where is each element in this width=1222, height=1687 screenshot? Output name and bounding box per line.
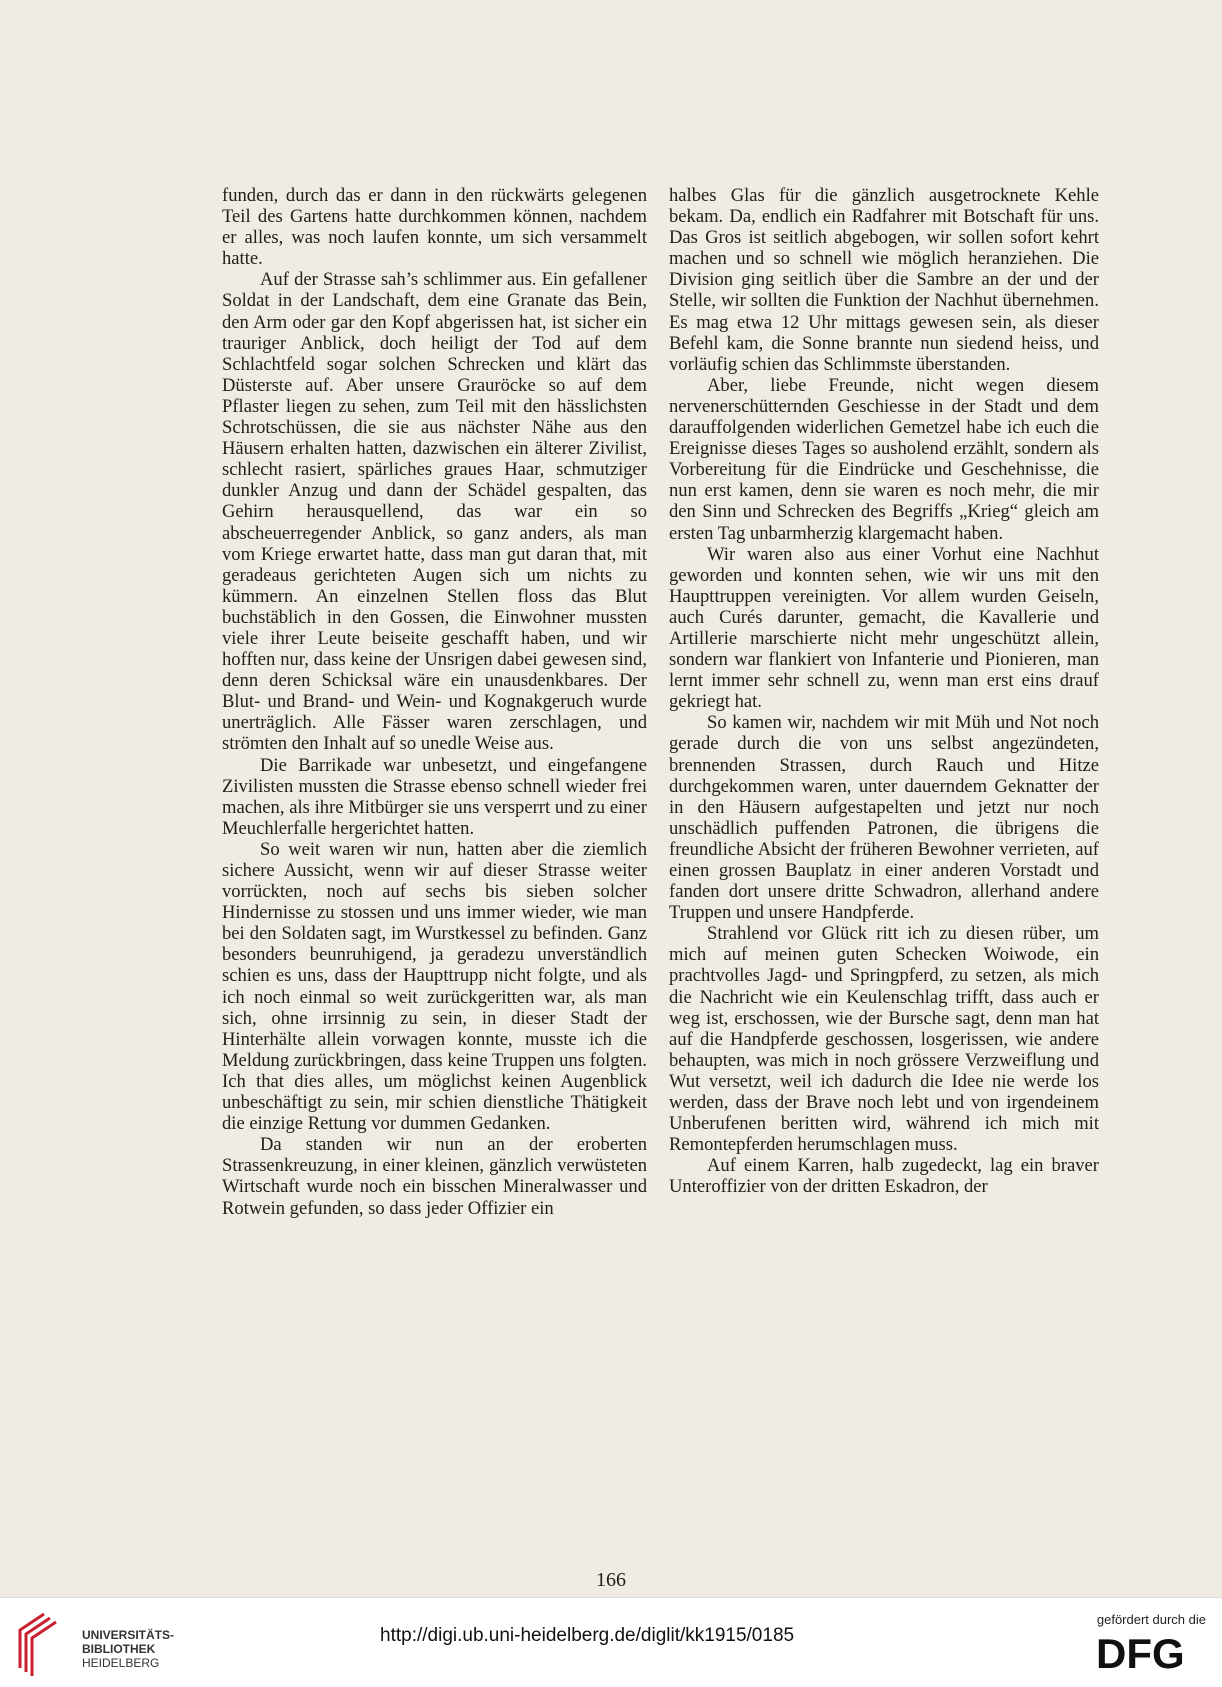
- dfg-logo-icon[interactable]: [1096, 1632, 1206, 1672]
- paragraph: Auf einem Karren, halb zugedeckt, lag ein braver Unteroffizier von der dritten Eskadron, der: [669, 1155, 1099, 1198]
- paragraph: halbes Glas für die gänzlich ausgetrocknete Kehle bekam. Da, endlich ein Radfahrer mit Botschaft für uns. Das Gros ist seitlich abgebogen, wir sollen sofort kehrt machen und so schnell wie möglich heranziehen. Die Division ging seitlich über die Sambre an der und der Stelle, wir sollten die Funktion der Nachhut übernehmen. Es mag etwa 12 Uhr mittags gewesen sein, als dieser Befehl kam, die Sonne brannte nun siedend heiss, und vorläufig schien das Schlimmste überstanden.: [669, 185, 1099, 375]
- paragraph: So kamen wir, nachdem wir mit Müh und Not noch gerade durch die von uns selbst angezündeten, brennenden Strassen, durch Rauch und Hitze durchgekommen waren, unter dauerndem Geknatter der in den Häusern aufgestapelten und jetzt nur noch unschädlich puffenden Patronen, die übrigens die freundliche Absicht der früheren Bewohner verrieten, auf einen grossen Bauplatz in einer anderen Vorstadt und fanden dort unsere dritte Schwadron, allerhand andere Truppen und unsere Handpferde.: [669, 712, 1099, 924]
- library-name-line: UNIVERSITÄTS-: [82, 1628, 175, 1642]
- page-number: 166: [596, 1569, 626, 1591]
- paragraph: Strahlend vor Glück ritt ich zu diesen rüber, um mich auf meinen guten Schecken Woiwode, ein prachtvolles Jagd- und Springpferd, zu setzen, als mich die Nachricht wie ein Keulenschlag trifft, dass auch er weg ist, erschossen, wie der Bursche sagt, denn man hat auf die Handpferde geschossen, losgerissen, wie andere behaupten, was mich in noch grössere Verzweiflung und Wut versetzt, weil ich dadurch die Idee nie werde los werden, dass der Brave noch lebt und von irgendeinem Unberufenen beritten wird, während ich mich mit Remontepferden herumschlagen muss.: [669, 923, 1099, 1156]
- footer-bar: [0, 1597, 1222, 1687]
- left-text-column: [222, 185, 647, 1219]
- library-logo[interactable]: [14, 1608, 175, 1678]
- paragraph: Die Barrikade war unbesetzt, und eingefangene Zivilisten mussten die Strasse ebenso schnell wieder frei machen, als ihre Mitbürger sie uns versperrt und zu einer Meuchlerfalle hergerichtet hatten.: [222, 754, 647, 839]
- funding-caption: gefördert durch die: [1096, 1612, 1206, 1627]
- paragraph: Wir waren also aus einer Vorhut eine Nachhut geworden und konnten sehen, wie wir uns mit den Haupttruppen vereinigten. Vor allem wurden Geiseln, auch Curés darunter, gemacht, die Kavallerie und Artillerie marschierte nicht mehr ungeschützt allein, sondern war flankiert von Infanterie und Pionieren, man lernt immer sehr schnell zu, wenn man erst eins drauf gekriegt hat.: [669, 543, 1099, 713]
- paragraph: Auf der Strasse sah’s schlimmer aus. Ein gefallener Soldat in der Landschaft, dem eine Granate das Bein, den Arm oder gar den Kopf abgerissen hat, ist sicher ein trauriger Anblick, doch heiligt der Tod auf dem Schlachtfeld sogar solchen Schrecken und klärt das Düsterste auf. Aber unsere Grauröcke so auf dem Pflaster liegen zu sehen, zum Teil mit den hässlichsten Schrotschüssen, die sie aus nächster Nähe aus den Häusern erhalten hatten, dazwischen ein älterer Zivilist, schlecht rasiert, spärliches graues Haar, schmutziger dunkler Anzug und dann der Schädel gespalten, das Gehirn herausquellend, das war ein so abscheuerregender Anblick, so ganz anders, als man vom Kriege erwartet hatte, dass man gut daran that, mit geradeaus gerichteten Augen sich um nichts zu kümmern. An einzelnen Stellen floss das Blut buchstäblich in den Gossen, die Einwohner mussten viele ihrer Leute beiseite geschafft haben, und wir hofften nur, dass keine der Unsrigen dabei gewesen sind, denn deren Schicksal wäre ein unausdenkbares. Der Blut- und Brand- und Wein- und Kognakgeruch wurde unerträglich. Alle Fässer waren zerschlagen, und strömten den Inhalt auf so unedle Weise aus.: [222, 269, 647, 755]
- library-emblem-icon: [14, 1608, 66, 1678]
- paragraph: funden, durch das er dann in den rückwärts gelegenen Teil des Gartens hatte durchkommen können, nachdem er alles, was noch laufen konnte, um sich versammelt hatte.: [222, 185, 647, 270]
- source-url-link[interactable]: http://digi.ub.uni-heidelberg.de/diglit/kk1915/0185: [380, 1625, 795, 1646]
- library-name-line: BIBLIOTHEK: [82, 1642, 156, 1656]
- library-name: [82, 1628, 174, 1670]
- paragraph: Aber, liebe Freunde, nicht wegen diesem nervenerschütternden Geschiesse in der Stadt und dem darauffolgenden widerlichen Gemetzel habe ich euch die Ereignisse dieses Tages so ausholend erzählt, sondern als Vorbereitung für die Eindrücke und Geschehnisse, die nun erst kamen, denn sie waren es noch mehr, die mir den Sinn und Schrecken des Begriffs „Krieg“ gleich am ersten Tag unbarmherzig klargemacht haben.: [669, 374, 1099, 544]
- dfg-logo-text: DFG: [1096, 1632, 1185, 1672]
- right-text-column: [669, 185, 1099, 1198]
- library-name-line: HEIDELBERG: [82, 1656, 160, 1670]
- paragraph: Da standen wir nun an der eroberten Strassenkreuzung, in einer kleinen, gänzlich verwüsteten Wirtschaft wurde noch ein bisschen Mineralwasser und Rotwein gefunden, so dass jeder Offizier ein: [222, 1134, 647, 1219]
- paragraph: So weit waren wir nun, hatten aber die ziemlich sichere Aussicht, wenn wir auf dieser Strasse weiter vorrückten, noch auf sechs bis sieben solcher Hindernisse zu stossen und uns immer wieder, wie man bei den Soldaten sagt, im Wurstkessel zu befinden. Ganz besonders beunruhigend, ja geradezu unverständlich schien es uns, dass der Haupttrupp nicht folgte, und als ich noch einmal so weit zurückgeritten war, als man sich, ohne irrsinnig zu sein, in dieser Stadt der Hinterhälte allein vorwagen konnte, musste ich die Meldung zurückbringen, dass keine Truppen uns folgten. Ich that dies alles, um möglichst keinen Augenblick unbeschäftigt zu sein, mir schien dienstliche Thätigkeit die einzige Rettung vor dummen Gedanken.: [222, 838, 647, 1135]
